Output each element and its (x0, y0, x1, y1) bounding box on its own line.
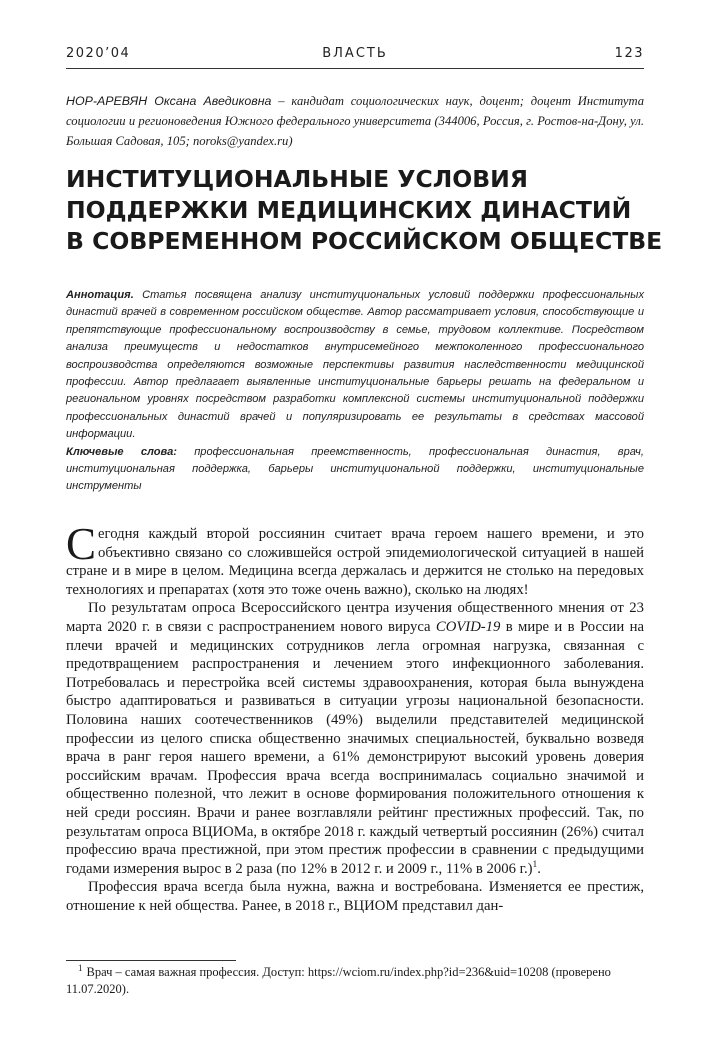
covid-term: COVID-19 (435, 618, 501, 635)
abstract (66, 287, 644, 444)
paragraph-2-text-a: По результатам опроса Всероссийского центра изучения общественного мнения от 23 марта 2020 г. в связи с распространением нового вируса (66, 600, 644, 635)
keywords-text: профессиональная преемственность, профессиональная династия, врач, институциональная поддержка, барьеры институциональной поддержки, институциональные инструменты (66, 445, 644, 493)
article-body (66, 519, 644, 915)
issue-number: 2020’04 (66, 46, 131, 61)
journal-page (66, 0, 663, 1064)
title-line-1: ИНСТИТУЦИОНАЛЬНЫЕ УСЛОВИЯ (66, 165, 528, 193)
journal-name: ВЛАСТЬ (322, 46, 388, 61)
footnote-text: Врач – самая важная профессия. Доступ: https://wciom.ru/index.php?id=236&uid=10208 (проверено 11.07.2020). (66, 965, 611, 996)
abstract-block (66, 287, 644, 496)
abstract-text: Статья посвящена анализу институциональных условий поддержки профессиональных династий врачей в современном российском обществе. Автор рассматривает условия, способствующие и препятствующие профессиональному воспроизводству в семье, трудовом коллективе. Посредством анализа преимуществ и недостатков внутрисемейного межпоколенного профессионального воспроизводства определяются возможные перспективы развития наследственности медицинской профессии. Автор предлагает выявленные институциональные барьеры решать на федеральном и региональном уровнях посредством разработки комплексной системы институциональной поддержки профессиональных династий врачей и популяризировать ее результаты в средствах массовой информации. (66, 289, 644, 441)
title-line-3: В СОВРЕМЕННОМ РОССИЙСКОМ ОБЩЕСТВЕ (66, 227, 663, 255)
author-name: НОР-АРЕВЯН Оксана Аведиковна (66, 94, 272, 108)
author-block (66, 91, 644, 151)
article-title (66, 164, 663, 257)
keywords (66, 444, 644, 496)
drop-cap: С (66, 519, 97, 569)
paragraph-1 (66, 519, 644, 599)
paragraph-3-text: Профессия врача всегда была нужна, важна и востребована. Изменяется ее престиж, отношение к ней общества. Ранее, в 2018 г., ВЦИОМ представил дан- (66, 879, 644, 914)
author-info: – кандидат социологических наук, доцент; доцент Института социологии и регионоведения Южного федерального университета (344006, Россия, г. Ростов-на-Дону, ул. Большая Садовая, 105; noroks@yandex.ru) (66, 94, 644, 148)
footnote-1 (66, 964, 644, 998)
keywords-label: Ключевые слова: (66, 445, 177, 458)
running-header (66, 42, 644, 70)
paragraph-2-text-b: в мире и в России на плечи врачей и медицинских сотрудников легла огромная нагрузка, связанная с предотвращением распространения и лечением этого инфекционного заболевания. Потребовалась и перестройка всей системы здравоохранения, которая была вынуждена быстро адаптироваться и развиваться в ситуации угрозы национальной безопасности. Половина наших соотечественников (49%) выделили представителей медицинской профессии из целого списка общественно значимых специальностей, буквально возведя врача в ранг героя нашего времени, а 61% демонстрируют высокий уровень доверия российским врачам. Профессия врача всегда воспринималась социально значимой и общественно полезной, что лежит в основе формирования положительного отношения к ней среди россиян. Врачи и ранее возглавляли рейтинг престижных профессий. Так, по результатам опроса ВЦИОМа, в октябре 2018 г. каждый четвертый россиянин (26%) считал профессию врача престижной, при этом престиж профессии в сравнении с предыдущими годами измерения вырос в 2 раза (по 12% в 2012 г. и 2009 г., 11% в 2006 г.) (66, 618, 644, 877)
title-line-2: ПОДДЕРЖКИ МЕДИЦИНСКИХ ДИНАСТИЙ (66, 196, 632, 224)
footnote-reference[interactable]: 1 (532, 859, 538, 870)
footnote-number: 1 (78, 962, 83, 973)
paragraph-2 (66, 599, 644, 878)
paragraph-2-end: . (537, 860, 541, 877)
footnote (66, 964, 644, 998)
abstract-label: Аннотация. (66, 289, 134, 301)
page-number: 123 (614, 46, 644, 61)
paragraph-3 (66, 878, 644, 915)
paragraph-1-text: егодня каждый второй россиянин считает врача героем нашего времени, и это объективно связано со сложившейся острой эпидемиологической ситуацией в нашей стране и в мире в целом. Медицина всегда держалась и держится не столько на передовых технологиях и препаратах (хотя это тоже очень важно), сколько на людях! (66, 526, 644, 598)
header-rule (66, 68, 644, 69)
footnote-rule (66, 960, 236, 961)
